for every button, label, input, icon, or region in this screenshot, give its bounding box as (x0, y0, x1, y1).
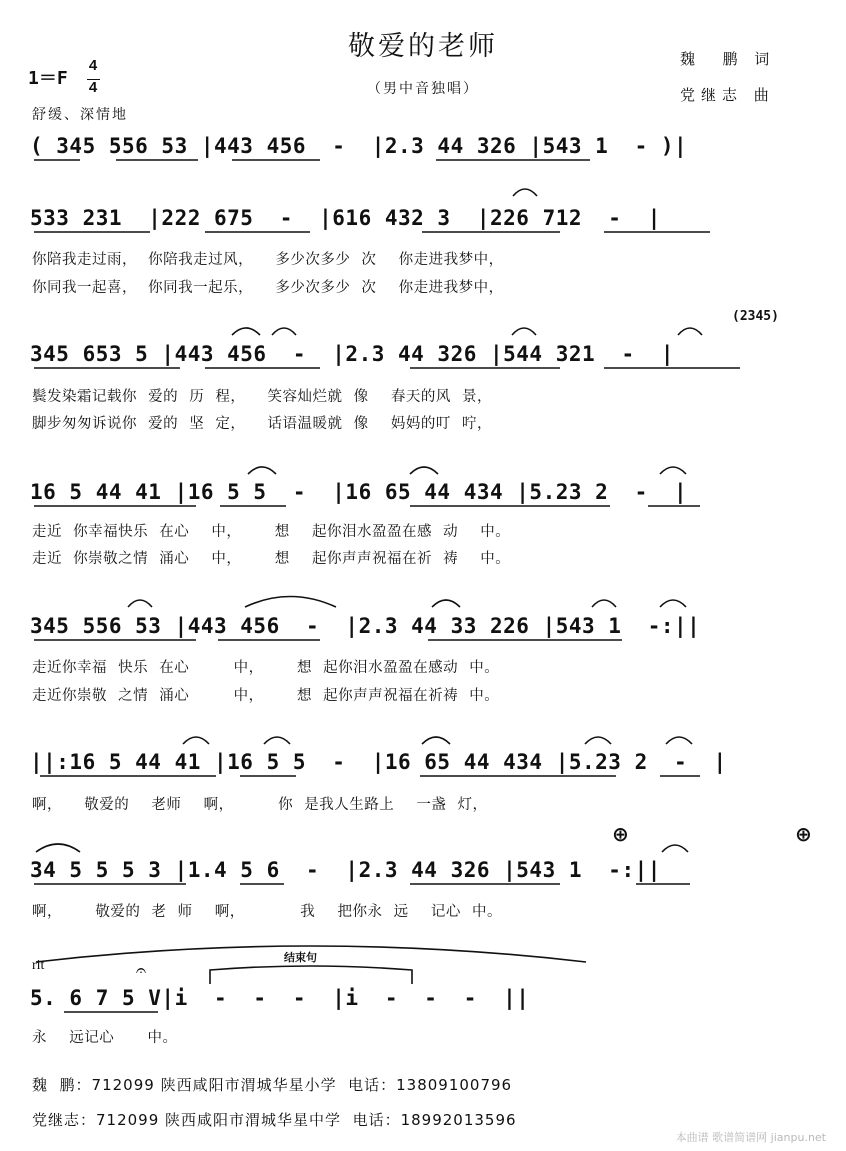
slur-mark (128, 600, 152, 607)
contact-composer: 党继志：712099 陕西咸阳市渭城华星中学 电话：18992013596 (32, 1111, 517, 1129)
notation-line-1: ( 345 556 53 |443 456 - |2.3 44 326 |543 1 - )| (30, 134, 688, 158)
lyric-line-2a: 你陪我走过雨， 你陪我走过风， 多少次多少 次 你走进我梦中， (32, 252, 504, 268)
ending-bracket (210, 966, 412, 984)
notation-line-5: 345 556 53 |443 456 - |2.3 44 33 226 |543 1 -:|| (30, 614, 701, 638)
lyric-line-7: 啊， 敬爱的 老 师 啊， 我 把你永 远 记心 中。 (32, 904, 502, 920)
slur-mark (183, 737, 209, 744)
slur-mark (272, 328, 296, 335)
contact-lyricist: 魏 鹏：712099 陕西咸阳市渭城华星小学 电话：13809100796 (32, 1076, 513, 1094)
notation-line-7: 34 5 5 5 3 |1.4 5 6 - |2.3 44 326 |543 1 -:|| (30, 858, 661, 882)
lyric-line-5a: 走近你幸福 快乐 在心 中， 想 起你泪水盈盈在感动 中。 (32, 660, 500, 676)
lyric-line-2b: 你同我一起喜， 你同我一起乐， 多少次多少 次 你走进我梦中， (32, 280, 504, 296)
notation-line-3: 345 653 5 |443 456 - |2.3 44 326 |544 321 - | (30, 342, 675, 366)
tempo-marking: 舒缓、深情地 (32, 107, 128, 123)
slur-mark (432, 600, 460, 607)
lyric-line-8: 永 远记心 中。 (32, 1030, 178, 1046)
lyric-line-5b: 走近你崇敬 之情 涌心 中， 想 起你声声祝福在祈祷 中。 (32, 688, 500, 704)
ritardando-marking: rit (32, 958, 45, 973)
slur-mark (245, 597, 336, 608)
slur-mark (410, 467, 438, 474)
lyricist-credit: 魏 鹏 词 (680, 50, 776, 68)
slur-mark (513, 189, 537, 196)
slur-mark (36, 844, 80, 852)
slur-mark (662, 845, 688, 852)
key-signature: 1＝F (28, 68, 68, 89)
slur-mark (248, 467, 276, 474)
slur-mark (678, 328, 702, 335)
composer-credit: 党继志 曲 (680, 86, 775, 104)
slur-mark (512, 328, 536, 335)
meter-top: 4 (88, 57, 98, 74)
lyric-line-4b: 走近 你崇敬之情 涌心 中， 想 起你声声祝福在祈 祷 中。 (32, 551, 511, 567)
lyric-line-4a: 走近 你幸福快乐 在心 中， 想 起你泪水盈盈在感 动 中。 (32, 524, 511, 540)
phrase-slur (36, 946, 586, 962)
coda-sign-2: ⊕ (795, 822, 812, 846)
song-title: 敬爱的老师 (348, 31, 498, 62)
song-subtitle: （男中音独唱） (367, 81, 479, 97)
meter-bottom: 4 (88, 79, 98, 96)
slur-mark (422, 737, 450, 744)
alt-ending-label: (2345) (732, 309, 779, 324)
slur-mark (666, 737, 692, 744)
notation-line-2: 533 231 |222 675 - |616 432 3 |226 712 - | (30, 206, 661, 230)
lyric-line-6: 啊， 敬爱的 老师 啊， 你 是我人生路上 一盏 灯， (32, 797, 488, 813)
notation-line-8: 5. 6 7 5 V|i - - - |i - - - || (30, 986, 530, 1010)
lyric-line-3a: 鬓发染霜记载你 爱的 历 程， 笑容灿烂就 像 春天的风 景， (32, 389, 492, 405)
fermata-icon: 𝄐 (136, 960, 147, 981)
slur-mark (585, 737, 611, 744)
notation-line-4: 16 5 44 41 |16 5 5 - |16 65 44 434 |5.23 2 - | (30, 480, 688, 504)
slur-mark (660, 467, 686, 474)
ending-label: 结束句 (284, 951, 317, 964)
slur-mark (264, 737, 290, 744)
slur-mark (232, 328, 260, 335)
slur-mark (592, 600, 616, 607)
coda-sign-1: ⊕ (612, 822, 629, 846)
notation-line-6: ||:16 5 44 41 |16 5 5 - |16 65 44 434 |5.23 2 - | (30, 750, 727, 774)
watermark: 本曲谱 歌谱简谱网 jianpu.net (675, 1131, 826, 1144)
slur-mark (660, 600, 686, 607)
lyric-line-3b: 脚步匆匆诉说你 爱的 坚 定， 话语温暖就 像 妈妈的叮 咛， (32, 416, 492, 432)
